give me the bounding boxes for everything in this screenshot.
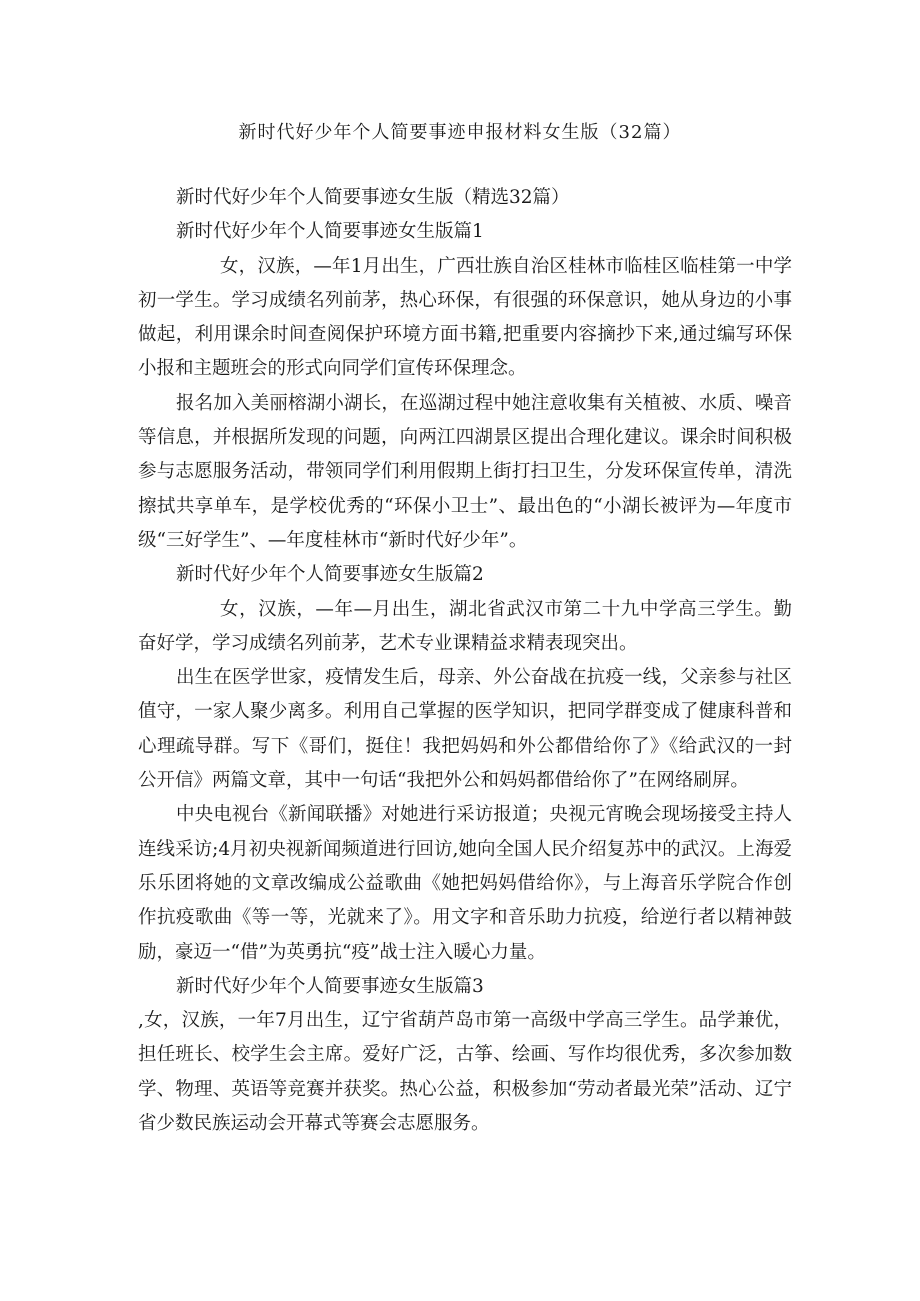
section-2-paragraph-3: 中央电视台《新闻联播》对她进行采访报道；央视元宵晚会现场接受主持人连线采访;4月初央视新闻频道进行回访,她向全国人民介绍复苏中的武汉。上海爱乐乐团将她的文章改编成公益歌曲《她把妈妈借给你》，与上海音乐学院合作创作抗疫歌曲《等一等，光就来了》。用文字和音乐助力抗疫，给逆行者以精神鼓励，豪迈一“借”为英勇抗“疫”战士注入暖心力量。 (138, 804, 792, 963)
section-heading-2: 新时代好少年个人简要事迹女生版篇2 (176, 564, 484, 586)
document-title: 新时代好少年个人简要事迹申报材料女生版（32篇） (238, 122, 682, 143)
section-3-paragraph-1: ,女，汉族，一年7月出生，辽宁省葫芦岛市第一高级中学高三学生。品学兼优，担任班长、校学生会主席。爱好广泛，古筝、绘画、写作均很优秀，多次参加数学、物理、英语等竞赛并获奖。热心公益，积极参加“劳动者最光荣”活动、辽宁省少数民族运动会开幕式等赛会志愿服务。 (138, 1010, 792, 1135)
section-2-paragraph-2: 出生在医学世家，疫情发生后，母亲、外公奋战在抗疫一线，父亲参与社区值守，一家人聚少离多。利用自己掌握的医学知识，把同学群变成了健康科普和心理疏导群。写下《哥们，挺住！我把妈妈和外公都借给你了》《给武汉的一封公开信》两篇文章，其中一句话“我把外公和妈妈都借给你了”在网络刷屏。 (138, 667, 792, 792)
section-1-paragraph-1: 女，汉族，—年1月出生，广西壮族自治区桂林市临桂区临桂第一中学初一学生。学习成绩名列前茅，热心环保，有很强的环保意识，她从身边的小事做起，利用课余时间查阅保护环境方面书籍,把重要内容摘抄下来,通过编写环保小报和主题班会的形式向同学们宣传环保理念。 (138, 255, 792, 380)
document-body (138, 181, 792, 1141)
section-heading-3: 新时代好少年个人简要事迹女生版篇3 (176, 975, 484, 997)
section-1-paragraph-2: 报名加入美丽榕湖小湖长，在巡湖过程中她注意收集有关植被、水质、噪音等信息，并根据所发现的问题，向两江四湖景区提出合理化建议。课余时间积极参与志愿服务活动，带领同学们利用假期上街打扫卫生，分发环保宣传单，清洗擦拭共享单车，是学校优秀的“环保小卫士”、最出色的“小湖长被评为—年度市级“三好学生”、—年度桂林市“新时代好少年”。 (138, 392, 792, 551)
section-2-paragraph-1: 女，汉族，—年—月出生，湖北省武汉市第二十九中学高三学生。勤奋好学，学习成绩名列前茅，艺术专业课精益求精表现突出。 (138, 598, 792, 654)
document-subtitle: 新时代好少年个人简要事迹女生版（精选32篇） (176, 187, 570, 208)
section-heading-1: 新时代好少年个人简要事迹女生版篇1 (176, 221, 484, 243)
